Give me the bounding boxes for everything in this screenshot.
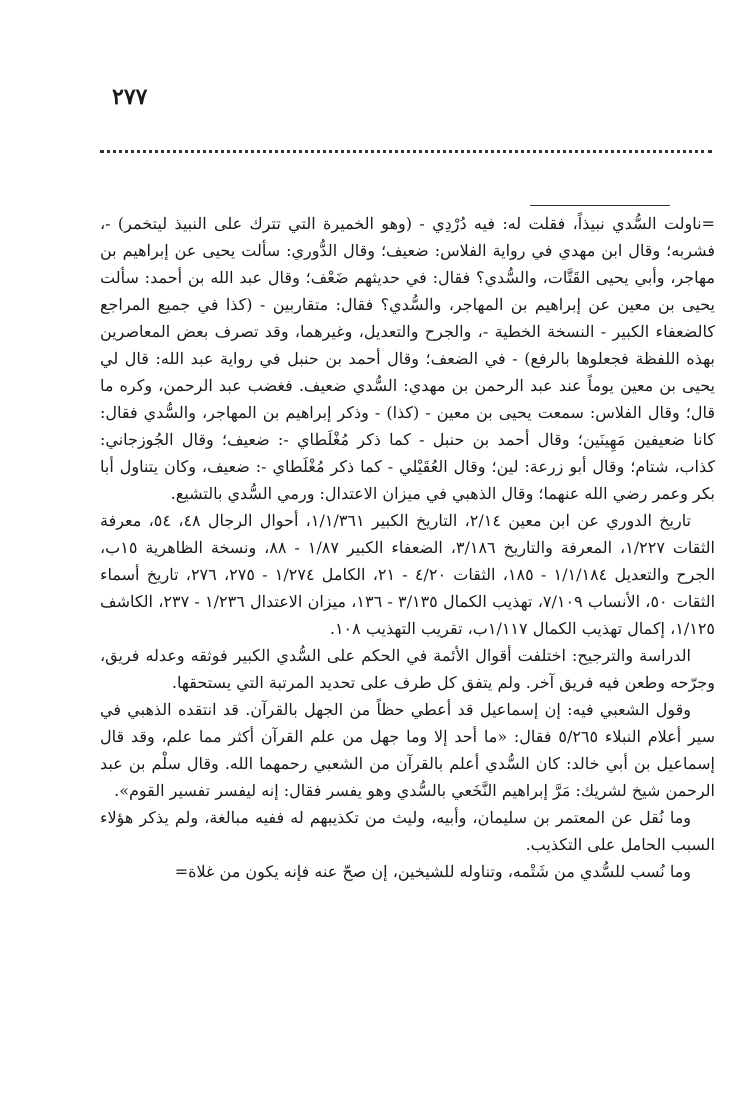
paragraph-mutamir: وما نُقل عن المعتمر بن سليمان، وأبيه، وليث من تكذيبهم له ففيه مبالغة، ولم يذكر هؤلاء السبب الحامل على التكذيب. <box>100 808 715 854</box>
footnote-text-block <box>100 210 715 885</box>
header-dotted-divider <box>100 150 712 153</box>
footnote-divider <box>530 205 670 206</box>
paragraph-shatm: وما نُسب للسُّدي من شَتْمه، وتناوله للشيخين، إن صحّ عنه فإنه يكون من غلاة= <box>174 862 691 881</box>
paragraph-shabi: وقول الشعبي فيه: إن إسماعيل قد أعطي حظاً من الجهل بالقرآن. قد انتقده الذهبي في سير أعلام النبلاء ٥/٢٦٥ فقال: «ما أحد إلا وما جهل من علم القرآن أكثر مما علم، وقد قال إسماعيل بن أبي خالد: كان السُّدي أعلم بالقرآن من الشعبي رحمهما الله. وقال سلْم بن عبد الرحمن شيخ لشريك: مَرَّ إبراهيم النَّخَعي بالسُّدي وهو يفسر فقال: إنه ليفسر تفسير القوم». <box>100 700 716 800</box>
paragraph-study: الدراسة والترجيح: اختلفت أقوال الأئمة في الحكم على السُّدي الكبير فوثقه وعدله فريق، وجرّحه وطعن فيه فريق آخر. ولم يتفق كل طرف على تحديد المرتبة التي يستحقها. <box>100 646 715 692</box>
paragraph-continuation: =ناولت السُّدي نبيذاً، فقلت له: فيه دُرْدِي - (وهو الخميرة التي تترك على النبيذ ليتخمر) -، فشربه؛ وقال ابن مهدي في رواية الفلاس: ضعيف؛ وقال الدُّوري: سألت يحيى عن إبراهيم بن مهاجر، وأبي يحيى القَتَّات، والسُّدي؟ فقال: في حديثهم ضَعْف؛ وقال عبد الله بن أحمد: سألت يحيى بن معين عن إبراهيم بن المهاجر، والسُّدي؟ فقال: متقاربين - (كذا في جميع المراجع كالضعفاء الكبير - النسخة الخطية -، والجرح والتعديل، وغيرهما، وقد تصرف بعض المعاصرين بهذه اللفظة فجعلوها بالرفع) - في الضعف؛ وقال أحمد بن حنبل في رواية عبد الله: قال لي يحيى بن معين يوماً عند عبد الرحمن بن مهدي: السُّدي ضعيف. فغضب عبد الرحمن، وكره ما قال؛ وقال الفلاس: سمعت يحيى بن معين - (كذا) - وذكر إبراهيم بن المهاجر، والسُّدي فقال: كانا ضعيفين مَهِينَين؛ وقال أحمد بن حنبل - كما ذكر مُغْلَطاي -: ضعيف؛ وقال الجُوزجاني: كذاب، شتام؛ وقال أبو زرعة: لين؛ وقال العُقَيْلي - كما ذكر مُغْلَطاي -: ضعيف، وكان يتناول أبا بكر وعمر رضي الله عنهما؛ وقال الذهبي في ميزان الاعتدال: ورمي السُّدي بالتشيع. <box>100 214 715 503</box>
page-number: ٢٧٧ <box>112 84 148 110</box>
paragraph-sources: تاريخ الدوري عن ابن معين ٢/١٤، التاريخ الكبير ١/١/٣٦١، أحوال الرجال ٤٨، ٥٤، معرفة الثقات ١/٢٢٧، المعرفة والتاريخ ٣/١٨٦، الضعفاء الكبير ١/٨٧ - ٨٨، ونسخة الظاهرية ١٥ب، الجرح والتعديل ١/١/١٨٤ - ١٨٥، الثقات ٤/٢٠ - ٢١، الكامل ١/٢٧٤ - ٢٧٥، ٢٧٦، تاريخ أسماء الثقات ٥٠، الأنساب ٧/١٠٩، تهذيب الكمال ٣/١٣٥ - ١٣٦، ميزان الاعتدال ١/٢٣٦ - ٢٣٧، الكاشف ١/١٢٥، إكمال تهذيب الكمال ١/١١٧ب، تقريب التهذيب ١٠٨. <box>100 511 716 638</box>
